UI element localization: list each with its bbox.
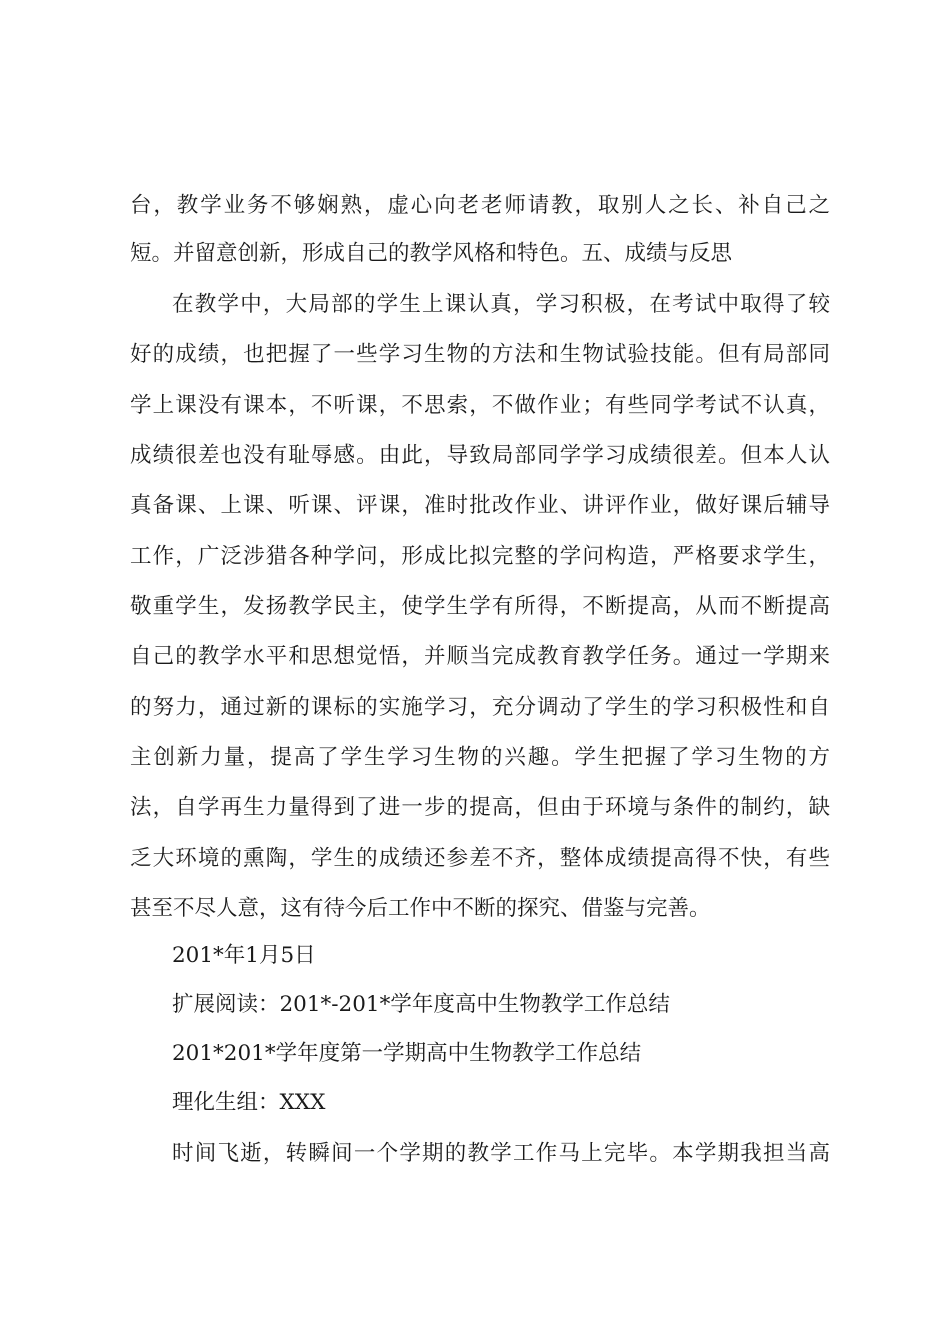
text-line-1: 台，教学业务不够娴熟，虚心向老老师请教，取别人之长、补自己之 <box>130 193 830 218</box>
summary-title: 201*201*学年度第一学期高中生物教学工作总结 <box>172 1041 642 1066</box>
text-line-20: 时间飞逝，转瞬间一个学期的教学工作马上完毕。本学期我担当高 <box>172 1141 830 1166</box>
text-line-7: 真备课、上课、听课、评课，准时批改作业、讲评作业，做好课后辅导 <box>130 493 830 518</box>
text-line-9: 敬重学生，发扬教学民主，使学生学有所得，不断提高，从而不断提高 <box>130 594 830 619</box>
text-line-5: 学上课没有课本，不听课，不思索，不做作业；有些同学考试不认真， <box>130 393 830 418</box>
text-line-6: 成绩很差也没有耻辱感。由此，导致局部同学学习成绩很差。但本人认 <box>130 443 830 468</box>
text-line-8: 工作，广泛涉猎各种学问，形成比拟完整的学问构造，严格要求学生， <box>130 544 830 569</box>
text-line-3: 在教学中，大局部的学生上课认真，学习积极，在考试中取得了较 <box>172 292 830 317</box>
text-line-14: 乏大环境的熏陶，学生的成绩还参差不齐，整体成绩提高得不快，有些 <box>130 846 830 871</box>
text-line-13: 法，自学再生力量得到了进一步的提高，但由于环境与条件的制约，缺 <box>130 795 830 820</box>
date-line: 201*年1月5日 <box>172 943 316 968</box>
text-line-2: 短。并留意创新，形成自己的教学风格和特色。五、成绩与反思 <box>130 241 733 266</box>
text-line-10: 自己的教学水平和思想觉悟，并顺当完成教育教学任务。通过一学期来 <box>130 644 830 669</box>
group-line: 理化生组：XXX <box>172 1090 326 1115</box>
text-line-12: 主创新力量，提高了学生学习生物的兴趣。学生把握了学习生物的方 <box>130 745 830 770</box>
text-line-11: 的努力，通过新的课标的实施学习，充分调动了学生的学习积极性和自 <box>130 695 830 720</box>
text-line-4: 好的成绩，也把握了一些学习生物的方法和生物试验技能。但有局部同 <box>130 342 830 367</box>
extended-reading-title: 扩展阅读：201*-201*学年度高中生物教学工作总结 <box>172 992 670 1017</box>
text-line-15: 甚至不尽人意，这有待今后工作中不断的探究、借鉴与完善。 <box>130 896 711 921</box>
